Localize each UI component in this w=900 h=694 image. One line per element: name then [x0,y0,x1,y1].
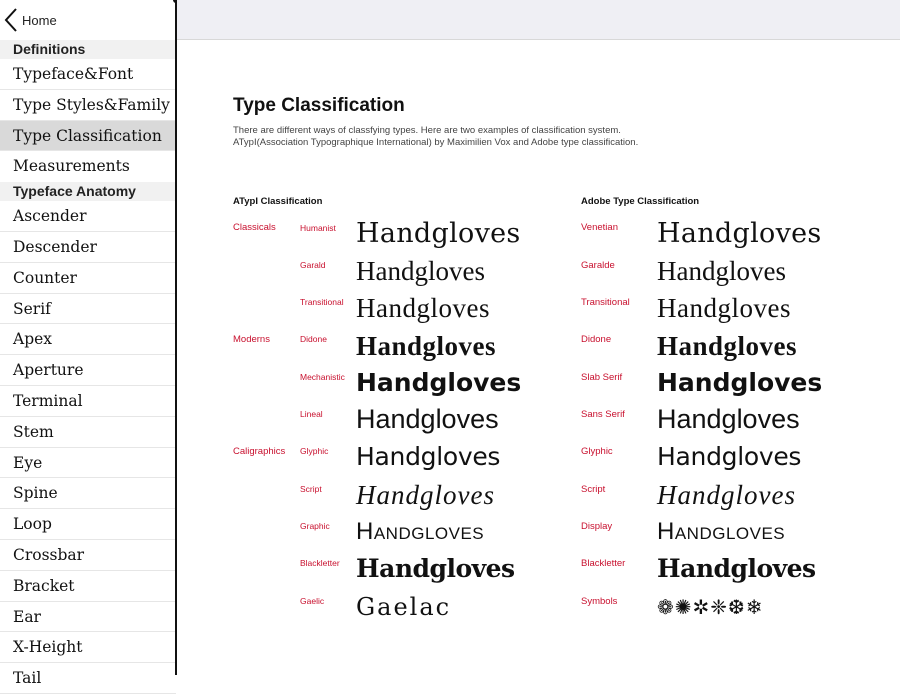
atypi-title: ATypI Classification [233,196,323,207]
page-title: Type Classification [233,95,405,116]
sidebar-item-counter[interactable]: Counter [0,263,176,294]
sidebar-item-apex[interactable]: Apex [0,324,176,355]
adobe-sample-display: Handgloves [657,518,786,545]
atypi-label-script: Script [300,484,322,494]
sidebar-item-measurements[interactable]: Measurements [13,157,130,176]
adobe-label-sans-serif: Sans Serif [581,409,625,420]
sidebar-item-stem[interactable]: Stem [0,417,176,448]
atypi-sample-transitional: Handgloves [356,293,490,323]
adobe-sample-didone: Handgloves [657,331,798,361]
atypi-label-lineal: Lineal [300,409,323,419]
sidebar-item-aperture[interactable]: Aperture [0,355,176,386]
atypi-sample-gaelic: Gaelac [356,593,452,621]
sidebar-item-type-classification[interactable]: Type Classification [0,121,176,152]
adobe-label-garalde: Garalde [581,260,615,271]
sidebar-item-type-styles-family[interactable]: Type Styles&Family [0,90,176,121]
chevron-left-icon [4,7,18,33]
adobe-label-blackletter: Blackletter [581,558,626,569]
category-caligraphics: Caligraphics [233,446,286,457]
atypi-sample-script: Handgloves [356,480,495,510]
atypi-sample-lineal: Handgloves [356,404,499,434]
adobe-title: Adobe Type Classification [581,196,700,207]
sidebar-item-tail[interactable]: Tail [0,663,176,694]
sidebar [0,0,176,688]
intro-line-1: There are different ways of classfying types. Here are two examples of classification system. [233,125,621,136]
atypi-label-mechanistic: Mechanistic [300,372,345,382]
adobe-sample-symbols: ❁✺✲❈❆❄ [657,595,764,619]
atypi-label-garald: Garald [300,260,326,270]
main-content [177,40,900,675]
sidebar-item-crossbar[interactable]: Crossbar [0,540,176,571]
section-header-typeface-anatomy: Typeface Anatomy [0,182,176,201]
section-header-definitions: Definitions [0,40,176,59]
adobe-label-slab-serif: Slab Serif [581,372,623,383]
atypi-sample-graphic: Handgloves [356,518,485,545]
atypi-label-gaelic: Gaelic [300,596,325,606]
adobe-label-glyphic: Glyphic [581,446,613,457]
sidebar-item-terminal[interactable]: Terminal [0,386,176,417]
category-moderns: Moderns [233,334,270,345]
back-button[interactable] [4,5,57,35]
atypi-label-graphic: Graphic [300,521,330,531]
intro-line-2: ATypI(Association Typographique International) by Maximilien Vox and Adobe type classification. [233,137,639,148]
adobe-label-script: Script [581,484,606,495]
sidebar-item-bracket[interactable]: Bracket [0,571,176,602]
back-label: Home [22,12,57,28]
atypi-sample-garald: Handgloves [356,256,485,286]
sidebar-item-eye[interactable]: Eye [0,448,176,479]
sidebar-item-loop[interactable]: Loop [0,509,176,540]
adobe-sample-venetian: Handgloves [657,218,822,249]
atypi-label-transitional: Transitional [300,297,344,307]
adobe-sample-transitional: Handgloves [657,293,791,323]
adobe-sample-blackletter: Handgloves [657,554,816,583]
atypi-label-blackletter: Blackletter [300,558,340,568]
adobe-label-didone: Didone [581,334,612,345]
sidebar-item-ear[interactable]: Ear [0,602,176,633]
adobe-label-venetian: Venetian [581,222,618,233]
category-classicals: Classicals [233,222,276,233]
adobe-sample-garalde: Handgloves [657,256,786,286]
atypi-sample-glyphic: Handgloves [356,442,501,471]
top-bar [177,0,900,40]
atypi-label-didone: Didone [300,334,327,344]
sidebar-item-descender[interactable]: Descender [0,232,176,263]
sidebar-item-x-height[interactable]: X-Height [0,632,176,663]
adobe-label-transitional: Transitional [581,297,630,308]
atypi-sample-humanist: Handgloves [356,218,521,249]
adobe-sample-glyphic: Handgloves [657,442,802,471]
atypi-sample-didone: Handgloves [356,331,497,361]
atypi-label-glyphic: Glyphic [300,446,329,456]
intro-text [233,125,833,149]
sidebar-item-serif[interactable]: Serif [0,294,176,325]
sidebar-item-spine[interactable]: Spine [0,478,176,509]
atypi-sample-blackletter: Handgloves [356,554,515,583]
sidebar-header [0,0,176,40]
sidebar-item-typeface-font[interactable]: Typeface&Font [0,59,176,90]
adobe-sample-sans-serif: Handgloves [657,404,800,434]
atypi-label-humanist: Humanist [300,223,336,233]
adobe-sample-script: Handgloves [657,480,796,510]
sidebar-item-ascender[interactable]: Ascender [0,201,176,232]
adobe-label-display: Display [581,521,613,532]
atypi-sample-mechanistic: Handgloves [356,368,522,397]
adobe-sample-slab-serif: Handgloves [657,368,823,397]
adobe-label-symbols: Symbols [581,596,618,607]
